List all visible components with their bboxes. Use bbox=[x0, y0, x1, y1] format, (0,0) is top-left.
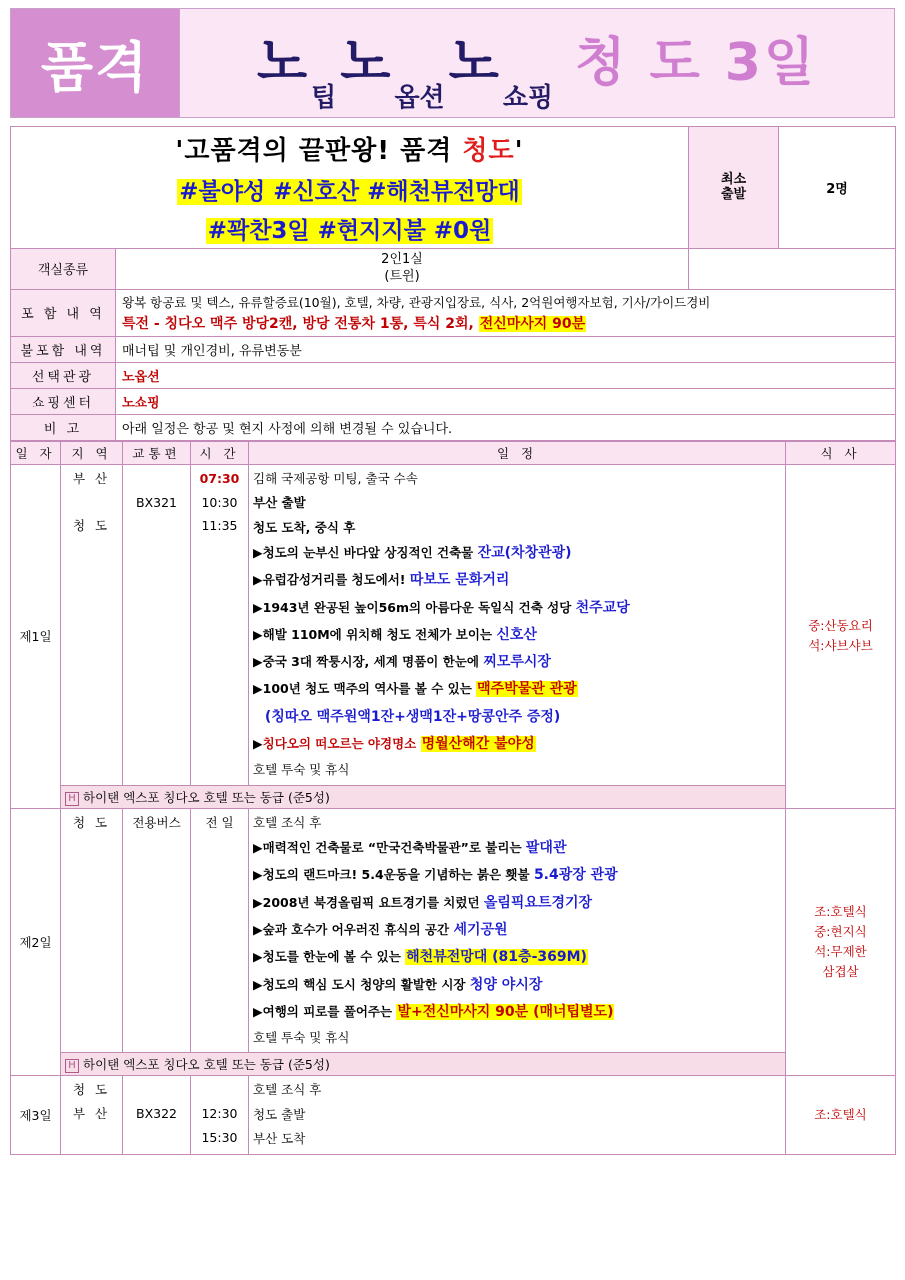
title-highlight: 청도 bbox=[462, 136, 515, 166]
day3-time-spacer bbox=[218, 1082, 222, 1097]
list-item: ▶칭다오의 떠오르는 야경명소 명월산해간 불야성 bbox=[253, 735, 535, 752]
day3-area-1: 청 도 bbox=[72, 1082, 111, 1098]
list-item: 호텔 조식 후 bbox=[253, 814, 322, 830]
table-row bbox=[11, 1076, 896, 1154]
min-start-label: 최소 출발 bbox=[689, 127, 779, 249]
table-row bbox=[11, 808, 896, 1053]
day1-meal-1: 중:산동요리 bbox=[808, 618, 873, 634]
list-item: 호텔 조식 후 bbox=[253, 1082, 322, 1098]
exclude-label: 불포함 내역 bbox=[11, 336, 116, 362]
day2-meal-4: 삼겹살 bbox=[822, 964, 859, 980]
day1-meals bbox=[786, 464, 896, 808]
list-item: ▶유럽감성거리를 청도에서! 따보도 문화거리 bbox=[253, 572, 510, 589]
banner-word-3-sub: 쇼핑 bbox=[502, 83, 554, 113]
day1-time-1: 07:30 bbox=[199, 470, 240, 486]
day3-meal-1: 조:호텔식 bbox=[814, 1107, 867, 1123]
list-item: ▶청도의 핵심 도시 청양의 활발한 시장 청양 야시장 bbox=[253, 976, 543, 993]
title-cell bbox=[11, 127, 689, 249]
shopping-label: 쇼핑센터 bbox=[11, 388, 116, 414]
info-table bbox=[10, 126, 896, 441]
col-meals: 식 사 bbox=[786, 441, 896, 464]
day1-time-3: 11:35 bbox=[201, 518, 238, 534]
itinerary-header-row bbox=[11, 441, 896, 464]
banner bbox=[10, 8, 895, 118]
day2-hotel-text: 하이탠 엑스포 칭다오 호텔 또는 동급 (준5성) bbox=[83, 1057, 330, 1073]
day3-areas bbox=[61, 1076, 123, 1154]
option-label: 선택관광 bbox=[11, 362, 116, 388]
day1-areas bbox=[61, 464, 123, 785]
day3-transport-1: BX322 bbox=[136, 1106, 177, 1122]
day1-transport-2: BX321 bbox=[136, 494, 177, 510]
list-item: ▶중국 3대 짝퉁시장, 세계 명품이 한눈에 찌모루시장 bbox=[253, 654, 551, 671]
list-item: ▶100년 청도 맥주의 역사를 볼 수 있는 맥주박물관 관광 bbox=[253, 681, 577, 698]
day1-area-3: 청 도 bbox=[72, 518, 111, 534]
day3-schedule bbox=[249, 1076, 786, 1154]
banner-word-2-sub: 옵션 bbox=[394, 83, 445, 113]
title-row bbox=[11, 127, 896, 249]
day1-times bbox=[191, 464, 249, 785]
room-row bbox=[11, 249, 896, 290]
list-item: ▶청도의 눈부신 바다앞 상징적인 건축물 잔교(차창관광) bbox=[253, 544, 572, 561]
day2-meals bbox=[786, 808, 896, 1076]
banner-headline bbox=[180, 9, 894, 117]
hashtag-line-1 bbox=[17, 173, 682, 206]
col-area: 지 역 bbox=[61, 441, 123, 464]
hotel-icon: H bbox=[65, 1059, 79, 1073]
note-row bbox=[11, 414, 896, 440]
day3-meals bbox=[786, 1076, 896, 1154]
include-label: 포 함 내 역 bbox=[11, 289, 116, 336]
hashtag-line-2-text: #꽉찬3일 #현지지불 #0원 bbox=[207, 218, 492, 244]
day2-label: 제2일 bbox=[11, 808, 61, 1076]
day2-hotel bbox=[61, 1053, 786, 1076]
exclude-row bbox=[11, 336, 896, 362]
title-prefix: '고품격의 끝판왕! 품격 bbox=[175, 136, 463, 166]
day2-meal-2: 중:현지식 bbox=[814, 924, 867, 940]
option-value: 노옵션 bbox=[116, 362, 896, 388]
col-schedule: 일 정 bbox=[249, 441, 786, 464]
day1-transport-1 bbox=[155, 471, 159, 486]
include-row bbox=[11, 289, 896, 336]
col-time: 시 간 bbox=[191, 441, 249, 464]
list-item: 청도 도착, 중식 후 bbox=[253, 519, 356, 535]
list-item: 부산 도착 bbox=[253, 1131, 306, 1147]
day2-transport: 전용버스 bbox=[123, 808, 191, 1053]
list-item: 청도 출발 bbox=[253, 1106, 306, 1122]
include-line-2 bbox=[122, 313, 889, 333]
room-type-line1: 2인1실 bbox=[381, 252, 423, 267]
list-item: ▶여행의 피로를 풀어주는 발+전신마사지 90분 (매너팁별도) bbox=[253, 1003, 614, 1020]
hotel-icon: H bbox=[65, 792, 79, 806]
day2-times: 전 일 bbox=[191, 808, 249, 1053]
shopping-value: 노쇼핑 bbox=[116, 388, 896, 414]
list-item: ▶청도를 한눈에 볼 수 있는 해천뷰전망대 (81층-369M) bbox=[253, 949, 587, 966]
day2-meal-1: 조:호텔식 bbox=[814, 904, 867, 920]
banner-word-1-sub: 팁 bbox=[311, 83, 337, 113]
day3-time-1: 12:30 bbox=[201, 1106, 238, 1122]
day3-time-2: 15:30 bbox=[201, 1129, 238, 1145]
list-item: 김해 국제공항 미팅, 출국 수속 bbox=[253, 470, 418, 486]
list-item: ▶1943년 완공된 높이56m의 아름다운 독일식 건축 성당 천주교당 bbox=[253, 599, 630, 616]
banner-word-1-main: 노 bbox=[256, 33, 308, 93]
list-item: 부산 출발 bbox=[253, 495, 306, 511]
banner-destination: 청 도 bbox=[575, 33, 703, 93]
banner-badge-text: 품격 bbox=[40, 35, 150, 99]
day1-area-1: 부 산 bbox=[72, 470, 111, 486]
hashtag-line-2 bbox=[17, 212, 682, 245]
list-item: ▶2008년 북경올림픽 요트경기를 치렀던 올림픽요트경기장 bbox=[253, 894, 593, 911]
banner-word-3-main: 노 bbox=[448, 33, 499, 93]
day2-schedule bbox=[249, 808, 786, 1053]
include-value bbox=[116, 289, 896, 336]
include-line-1: 왕복 항공료 및 텍스, 유류할증료(10월), 호텔, 차량, 관광지입장료, 식사, 2억원여행자보험, 기사/가이드경비 bbox=[122, 294, 711, 310]
list-item: 호텔 투숙 및 휴식 bbox=[253, 1030, 350, 1046]
banner-badge bbox=[11, 9, 180, 117]
option-row bbox=[11, 362, 896, 388]
day3-label: 제3일 bbox=[11, 1076, 61, 1154]
day1-hotel-text: 하이탠 엑스포 칭다오 호텔 또는 동급 (준5성) bbox=[83, 789, 330, 805]
room-type-line2: (트윈) bbox=[384, 268, 420, 284]
day3-transport bbox=[123, 1076, 191, 1154]
note-label: 비 고 bbox=[11, 414, 116, 440]
day1-transport-3 bbox=[155, 518, 159, 533]
day2-area-1: 청 도 bbox=[72, 814, 111, 830]
day1-meal-2: 석:샤브샤브 bbox=[808, 638, 873, 654]
day1-label: 제1일 bbox=[11, 464, 61, 808]
table-row bbox=[11, 464, 896, 785]
banner-days: 3일 bbox=[724, 33, 818, 93]
day1-schedule bbox=[249, 464, 786, 785]
day1-transport bbox=[123, 464, 191, 785]
min-start-value: 2명 bbox=[779, 127, 896, 249]
hashtag-line-1-text: #불야성 #신호산 #해천뷰전망대 bbox=[179, 179, 520, 205]
day1-hotel bbox=[61, 785, 786, 808]
room-type-value bbox=[116, 249, 689, 290]
day1-time-2: 10:30 bbox=[201, 494, 238, 510]
day3-times bbox=[191, 1076, 249, 1154]
list-item: ▶매력적인 건축물로 “만국건축박물관”로 불리는 팔대관 bbox=[253, 840, 567, 857]
room-type-label: 객실종류 bbox=[11, 249, 116, 290]
list-item: ▶해발 110M에 위치해 청도 전체가 보이는 신호산 bbox=[253, 626, 537, 643]
day2-areas bbox=[61, 808, 123, 1053]
list-item: (칭따오 맥주원액1잔+생맥1잔+땅콩안주 증정) bbox=[264, 708, 561, 725]
day3-transport-spacer bbox=[155, 1082, 159, 1097]
col-day: 일 자 bbox=[11, 441, 61, 464]
day3-area-2: 부 산 bbox=[72, 1106, 111, 1122]
include-line-2-highlight: 전신마사지 90분 bbox=[479, 315, 586, 332]
banner-word-2-main: 노 bbox=[340, 33, 391, 93]
exclude-value: 매너팁 및 개인경비, 유류변동분 bbox=[116, 336, 896, 362]
title-suffix: ' bbox=[514, 136, 524, 166]
note-value: 아래 일정은 항공 및 현지 사정에 의해 변경될 수 있습니다. bbox=[116, 414, 896, 440]
page-title bbox=[17, 130, 682, 167]
shopping-row bbox=[11, 388, 896, 414]
include-line-2-plain: 특전 - 칭다오 맥주 방당2캔, 방당 전통차 1통, 특식 2회, bbox=[122, 315, 479, 332]
day2-meal-3: 석:무제한 bbox=[814, 944, 867, 960]
list-item: 호텔 투숙 및 휴식 bbox=[253, 762, 350, 778]
day2-hotel-row bbox=[11, 1053, 896, 1076]
col-transport: 교통편 bbox=[123, 441, 191, 464]
day1-area-2 bbox=[88, 495, 95, 510]
list-item: ▶숲과 호수가 어우러진 휴식의 공간 세기공원 bbox=[253, 921, 508, 938]
day1-hotel-row bbox=[11, 785, 896, 808]
list-item: ▶청도의 랜드마크! 5.4운동을 기념하는 붉은 횃불 5.4광장 관광 bbox=[253, 867, 618, 884]
itinerary-table bbox=[10, 441, 896, 1155]
